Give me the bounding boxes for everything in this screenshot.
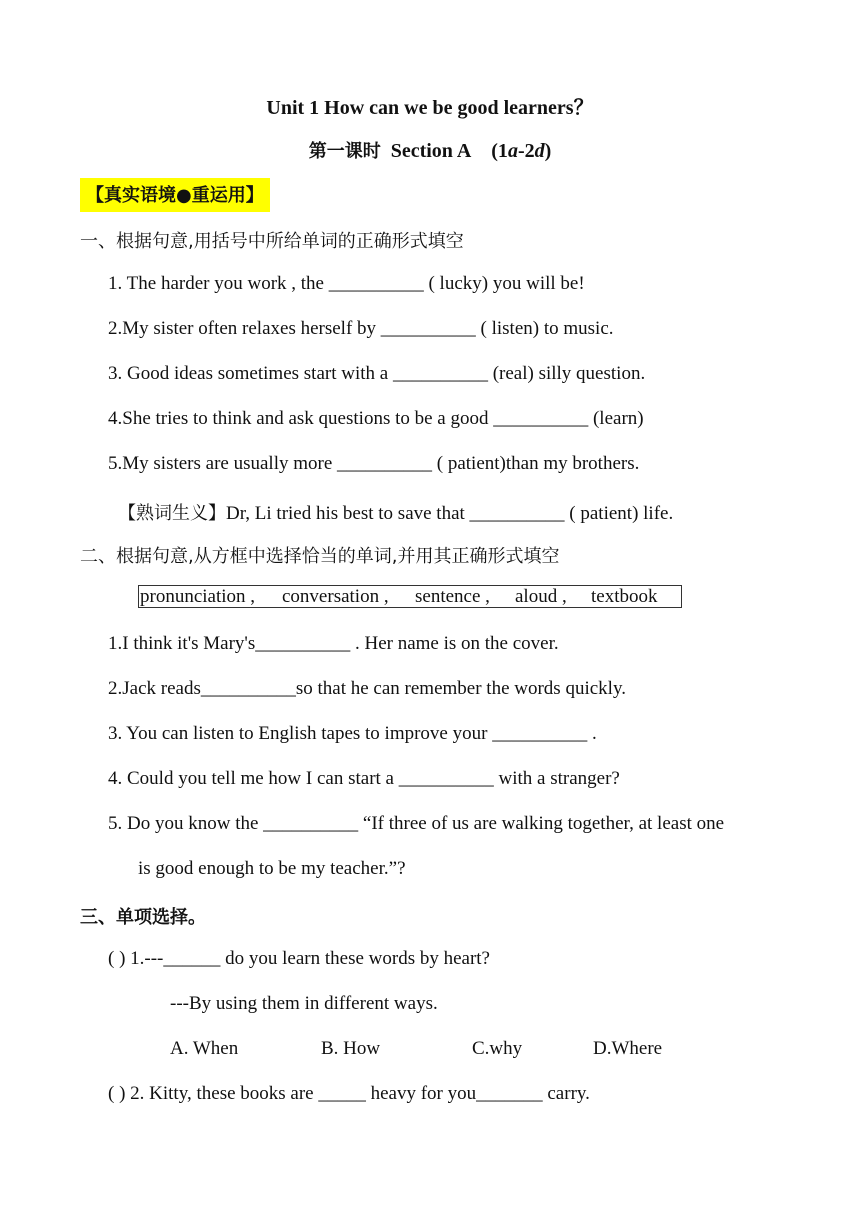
subtitle-lesson: 第一课时: [308, 141, 381, 162]
part2-item-2: 2.Jack reads__________so that he can remember the words quickly.: [108, 678, 626, 699]
part1-item-1: 1. The harder you work , the __________ ( lucky) you will be!: [108, 273, 585, 294]
part2-item-5: 5. Do you know the __________ “If three of us are walking together, at least one: [108, 813, 725, 834]
part3-q2-stem: ( ) 2. Kitty, these books are _____ heavy for you_______ carry.: [108, 1083, 590, 1104]
part1-item-5: 5.My sisters are usually more __________ ( patient)than my brothers.: [108, 453, 640, 474]
extra-label: 【熟词生义】: [118, 503, 226, 524]
word-box-item: pronunciation ,: [140, 586, 256, 607]
page-subtitle: [0, 137, 860, 163]
word-box-item: sentence ,: [415, 586, 490, 607]
part1-heading: 一、根据句意,用括号中所给单词的正确形式填空: [80, 231, 464, 252]
part2-item-3: 3. You can listen to English tapes to improve your __________ .: [108, 723, 597, 744]
part1-extra-item: [118, 499, 673, 525]
word-box: [138, 585, 682, 608]
part3-q1-option-b: B. How: [321, 1038, 381, 1059]
part2-heading: 二、根据句意,从方框中选择恰当的单词,并用其正确形式填空: [80, 546, 560, 567]
part3-q1-option-a: A. When: [170, 1038, 239, 1059]
part3-q1-answer-line: ---By using them in different ways.: [170, 993, 438, 1014]
part3-heading: 三、单项选择。: [80, 907, 206, 928]
subtitle-section: Section A: [390, 140, 472, 162]
highlight-tag: 【真实语境●重运用】: [80, 178, 270, 212]
part3-q1-option-c: C.why: [472, 1038, 523, 1059]
word-box-item: aloud ,: [515, 586, 567, 607]
page-title: Unit 1 How can we be good learners？: [266, 97, 594, 119]
part3-q1-option-d: D.Where: [593, 1038, 663, 1059]
part2-item-4: 4. Could you tell me how I can start a __________ with a stranger?: [108, 768, 620, 789]
part2-item-1: 1.I think it's Mary's__________ . Her name is on the cover.: [108, 633, 559, 654]
part1-item-3: 3. Good ideas sometimes start with a __________ (real) silly question.: [108, 363, 646, 384]
extra-text: Dr, Li tried his best to save that __________ ( patient) life.: [226, 503, 674, 524]
part1-item-4: 4.She tries to think and ask questions to be a good __________ (learn): [108, 408, 644, 429]
part1-item-2: 2.My sister often relaxes herself by __________ ( listen) to music.: [108, 318, 614, 339]
word-box-item: textbook: [591, 586, 658, 607]
part2-item-5-continued: is good enough to be my teacher.”?: [138, 858, 406, 879]
part3-q1-stem: ( ) 1.---______ do you learn these words by heart?: [108, 948, 490, 969]
word-box-item: conversation ,: [282, 586, 389, 607]
subtitle-range: (1a-2d): [491, 140, 552, 162]
